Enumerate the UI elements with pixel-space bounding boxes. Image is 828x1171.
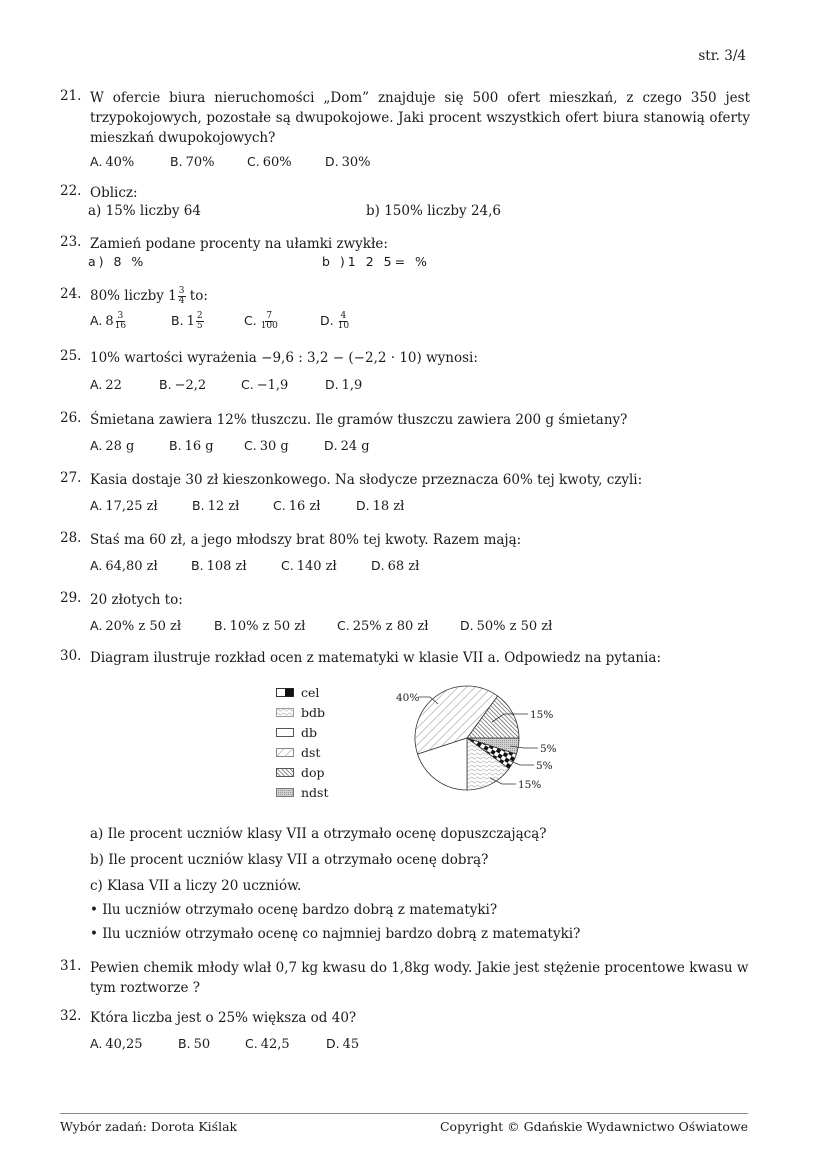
option-c[interactable]: C. −1,9 xyxy=(241,377,289,393)
question-number: 23. xyxy=(60,234,82,250)
pie-chart xyxy=(380,680,580,800)
q30-part-b: b) Ile procent uczniów klasy VII a otrzymało ocenę dobrą? xyxy=(90,852,489,868)
question-21 xyxy=(60,88,750,148)
q23-part-a: a) 8 % xyxy=(88,254,147,269)
question-28 xyxy=(60,530,750,550)
option-a[interactable]: A. 22 xyxy=(90,377,122,393)
question-number: 28. xyxy=(60,530,82,546)
question-number: 32. xyxy=(60,1008,82,1024)
swatch-ndst-icon xyxy=(276,788,294,797)
option-c[interactable]: C. 30 g xyxy=(244,438,289,454)
swatch-db-icon xyxy=(276,728,294,737)
option-c[interactable]: C. 16 zł xyxy=(273,498,321,514)
question-29 xyxy=(60,590,750,610)
option-d[interactable]: D. 18 zł xyxy=(356,498,405,514)
option-a[interactable]: A. 8 $\frac{3}{16}$ xyxy=(90,311,127,331)
question-number: 31. xyxy=(60,958,82,974)
option-d[interactable]: D. 30% xyxy=(325,154,371,170)
footer-author: Wybór zadań: Dorota Kiślak xyxy=(60,1119,238,1134)
answer-options-27 xyxy=(90,498,404,514)
option-b[interactable]: B. 1 $\frac{2}{5}$ xyxy=(171,311,203,331)
option-c[interactable]: C. 42,5 xyxy=(245,1036,290,1052)
option-c[interactable]: C. 60% xyxy=(247,154,292,170)
question-text: 20 złotych to: xyxy=(90,592,183,608)
question-26 xyxy=(60,410,750,430)
q22-part-a: a) 15% liczby 64 xyxy=(88,203,201,219)
answer-options-26 xyxy=(90,438,370,454)
question-27 xyxy=(60,470,750,490)
question-number: 26. xyxy=(60,410,82,426)
pie-label-ndst: 5% xyxy=(540,743,557,755)
question-31 xyxy=(60,958,750,998)
question-text: Zamień podane procenty na ułamki zwykłe: xyxy=(90,236,388,252)
legend-item-dst: dst xyxy=(276,742,329,762)
question-text: 10% wartości wyrażenia −9,6 : 3,2 − (−2,2 · 10) wynosi: xyxy=(90,350,478,366)
option-b[interactable]: B. 12 zł xyxy=(192,498,240,514)
legend-item-db: db xyxy=(276,722,329,742)
question-text: W ofercie biura nieruchomości „Dom” znajduje się 500 ofert mieszkań, z czego 350 jest trzypokojowych, pozostałe są dwupokojowe. Jaki procent wszystkich ofert biura stanowią oferty mieszkań dwupokojowych? xyxy=(90,90,750,146)
swatch-dst-icon xyxy=(276,748,294,757)
question-number: 29. xyxy=(60,590,82,606)
option-d[interactable]: D. 24 g xyxy=(324,438,370,454)
option-c[interactable]: C. 140 zł xyxy=(281,558,337,574)
answer-options-24 xyxy=(90,312,349,331)
question-30 xyxy=(60,648,750,668)
q30-bullet-2: • Ilu uczniów otrzymało ocenę co najmniej bardzo dobrą z matematyki? xyxy=(90,926,581,942)
question-text: Staś ma 60 zł, a jego młodszy brat 80% tej kwoty. Razem mają: xyxy=(90,532,522,548)
option-b[interactable]: B. 16 g xyxy=(169,438,214,454)
question-number: 27. xyxy=(60,470,82,486)
pie-label-cel: 5% xyxy=(536,760,553,772)
page-number: str. 3/4 xyxy=(698,48,746,64)
option-a[interactable]: A. 20% z 50 zł xyxy=(90,618,182,634)
q30-part-a: a) Ile procent uczniów klasy VII a otrzymało ocenę dopuszczającą? xyxy=(90,826,547,842)
q30-bullet-1: • Ilu uczniów otrzymało ocenę bardzo dobrą z matematyki? xyxy=(90,902,498,918)
answer-options-32 xyxy=(90,1036,359,1052)
question-25 xyxy=(60,348,750,368)
q30-part-c: c) Klasa VII a liczy 20 uczniów. xyxy=(90,878,302,894)
option-d[interactable]: D. 1,9 xyxy=(325,377,363,393)
question-number: 30. xyxy=(60,648,82,664)
option-a[interactable]: A. 40% xyxy=(90,154,135,170)
question-number: 25. xyxy=(60,348,82,364)
q22-part-b: b) 150% liczby 24,6 xyxy=(366,203,502,219)
option-a[interactable]: A. 40,25 xyxy=(90,1036,143,1052)
option-b[interactable]: B. 50 xyxy=(178,1036,211,1052)
legend-item-ndst: ndst xyxy=(276,782,329,802)
swatch-dop-icon xyxy=(276,768,294,777)
legend-item-cel: cel xyxy=(276,682,329,702)
option-b[interactable]: B. 10% z 50 zł xyxy=(214,618,306,634)
option-a[interactable]: A. 17,25 zł xyxy=(90,498,158,514)
option-b[interactable]: B. 108 zł xyxy=(191,558,247,574)
q23-part-b: b )1 2 5= % xyxy=(322,254,430,269)
answer-options-28 xyxy=(90,558,419,574)
question-23 xyxy=(60,234,750,254)
answer-options-21 xyxy=(90,154,371,170)
pie-label-dst: 40% xyxy=(396,692,420,704)
option-a[interactable]: A. 64,80 zł xyxy=(90,558,158,574)
question-text: Śmietana zawiera 12% tłuszczu. Ile gramów tłuszczu zawiera 200 g śmietany? xyxy=(90,412,628,428)
option-d[interactable]: D. 50% z 50 zł xyxy=(460,618,553,634)
question-number: 22. xyxy=(60,183,82,199)
option-c[interactable]: C. 25% z 80 zł xyxy=(337,618,429,634)
chart-legend xyxy=(276,682,329,802)
question-number: 21. xyxy=(60,88,82,104)
pie-label-bdb: 15% xyxy=(518,779,542,791)
question-text: 80% liczby 1 $\frac{3}{4}$ to: xyxy=(90,286,208,306)
question-text: Która liczba jest o 25% większa od 40? xyxy=(90,1010,357,1026)
option-d[interactable]: D. 68 zł xyxy=(371,558,420,574)
swatch-bdb-icon xyxy=(276,708,294,717)
option-a[interactable]: A. 28 g xyxy=(90,438,135,454)
legend-item-bdb: bdb xyxy=(276,702,329,722)
option-b[interactable]: B. 70% xyxy=(170,154,215,170)
answer-options-25 xyxy=(90,377,362,393)
question-32 xyxy=(60,1008,750,1028)
answer-options-29 xyxy=(90,618,552,634)
legend-item-dop: dop xyxy=(276,762,329,782)
question-text: Oblicz: xyxy=(90,185,138,201)
swatch-cel-icon xyxy=(276,688,294,697)
option-d[interactable]: D. 45 xyxy=(326,1036,360,1052)
question-22 xyxy=(60,183,750,203)
question-text: Pewien chemik młody wlał 0,7 kg kwasu do 1,8kg wody. Jakie jest stężenie procentowe kwasu w tym roztworze ? xyxy=(90,960,749,996)
footer-copyright: Copyright © Gdańskie Wydawnictwo Oświatowe xyxy=(439,1119,748,1134)
option-d[interactable]: D. $\frac{4}{10}$ xyxy=(320,311,350,331)
option-b[interactable]: B. −2,2 xyxy=(159,377,207,393)
footer-divider xyxy=(60,1113,748,1114)
question-24 xyxy=(60,286,750,306)
pie-label-dop: 15% xyxy=(530,709,554,721)
question-number: 24. xyxy=(60,286,82,302)
question-text: Diagram ilustruje rozkład ocen z matematyki w klasie VII a. Odpowiedz na pytania: xyxy=(90,650,662,666)
question-text: Kasia dostaje 30 zł kieszonkowego. Na słodycze przeznacza 60% tej kwoty, czyli: xyxy=(90,472,643,488)
option-c[interactable]: C. $\frac{7}{100}$ xyxy=(244,311,278,331)
